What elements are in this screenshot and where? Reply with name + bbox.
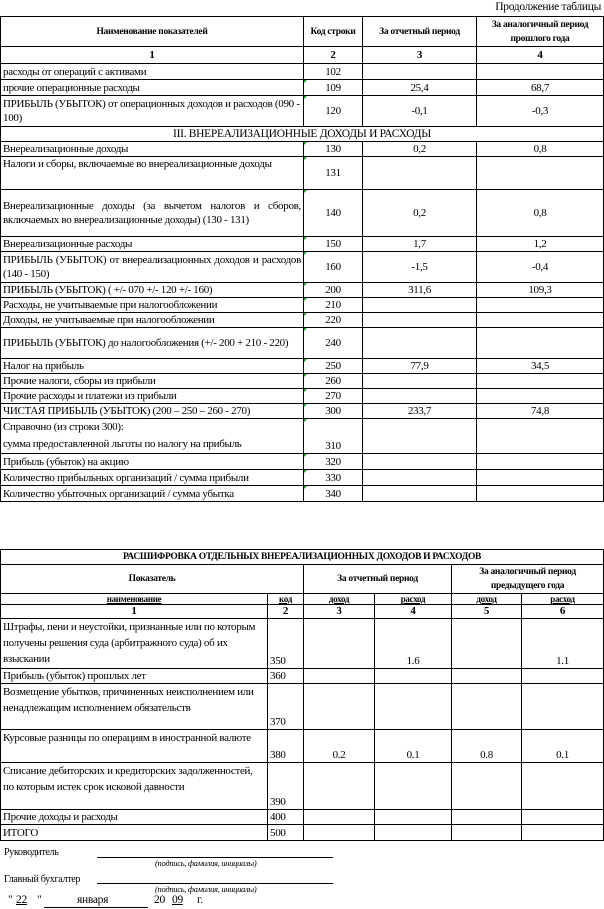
table-row xyxy=(1,298,604,313)
row-name: ПРИБЫЛЬ (УБЫТОК) до налогообложения (+/- 200 + 210 - 220) xyxy=(1,328,304,359)
row-current xyxy=(363,64,477,80)
row-cur-expense xyxy=(375,684,452,730)
date-month: января xyxy=(77,894,109,906)
row-current: 77,9 xyxy=(363,359,477,374)
row-current: -0,1 xyxy=(363,96,477,127)
row-name: Налоги и сборы, включаемые во внереализационные доходы xyxy=(1,157,304,190)
row-current: 233,7 xyxy=(363,404,477,419)
row-name: Курсовые разницы по операциям в иностранной валюте xyxy=(1,730,268,763)
row-name: Внереализационные доходы xyxy=(1,142,304,157)
col-num-5: 5 xyxy=(452,605,522,619)
row-previous xyxy=(477,486,604,502)
row-code: 370 xyxy=(268,684,304,730)
income-statement-table xyxy=(0,16,604,502)
table-row xyxy=(1,810,604,825)
header-indicator: Показатель xyxy=(1,565,304,594)
accountant-signature-hint: (подпись, фамилия, инициалы) xyxy=(155,884,257,894)
row-name: ПРИБЫЛЬ (УБЫТОК) от внереализационных доходов и расходов (140 - 150) xyxy=(1,252,304,283)
row-code: 270 xyxy=(304,389,363,404)
row-prev-income xyxy=(452,684,522,730)
row-prev-expense xyxy=(522,810,604,825)
row-name: Внереализационные расходы xyxy=(1,237,304,252)
row-name: ПРИБЫЛЬ (УБЫТОК) ( +/- 070 +/- 120 +/- 160) xyxy=(1,283,304,298)
row-previous: -0,3 xyxy=(477,96,604,127)
table-row xyxy=(1,157,604,190)
row-name: Штрафы, пени и неустойки, признанные или по которым получены решения суда (арбитражного суда) об их взыскании xyxy=(1,619,268,669)
row-code: 210 xyxy=(304,298,363,313)
row-name: Прочие налоги, сборы из прибыли xyxy=(1,374,304,389)
table-row xyxy=(1,252,604,283)
row-cur-income: 0.2 xyxy=(304,730,375,763)
row-current xyxy=(363,328,477,359)
col-num-4: 4 xyxy=(375,605,452,619)
row-current: -1,5 xyxy=(363,252,477,283)
row-previous: 109,3 xyxy=(477,283,604,298)
row-code: 240 xyxy=(304,328,363,359)
col-num-2: 2 xyxy=(304,47,363,64)
row-prev-income xyxy=(452,810,522,825)
row-code: 330 xyxy=(304,470,363,486)
row-code: 380 xyxy=(268,730,304,763)
row-name xyxy=(1,419,304,454)
row-previous: 68,7 xyxy=(477,80,604,96)
row-name: прочие операционные расходы xyxy=(1,80,304,96)
col-num-2: 2 xyxy=(268,605,304,619)
header-current: За отчетный период xyxy=(363,17,477,47)
row-code: 102 xyxy=(304,64,363,80)
row-name: Списание дебиторских и кредиторских задолженностей, по которым истек срок исковой давности xyxy=(1,763,268,810)
head-signature-hint: (подпись, фамилия, инициалы) xyxy=(155,858,257,868)
row-name: Прочие расходы и платежи из прибыли xyxy=(1,389,304,404)
row-code: 390 xyxy=(268,763,304,810)
col-num-3: 3 xyxy=(363,47,477,64)
row-code: 320 xyxy=(304,454,363,470)
continuation-label: Продолжение таблицы xyxy=(495,1,601,13)
row-current: 311,6 xyxy=(363,283,477,298)
head-label: Руководитель xyxy=(4,847,59,858)
row-name: Прибыль (убыток) прошлых лет xyxy=(1,669,268,684)
row-previous: 74,8 xyxy=(477,404,604,419)
table-row xyxy=(1,359,604,374)
row-cur-expense xyxy=(375,763,452,810)
row-code: 400 xyxy=(268,810,304,825)
row-current xyxy=(363,486,477,502)
row-current: 1,7 xyxy=(363,237,477,252)
col-num-4: 4 xyxy=(477,47,604,64)
row-name: Количество прибыльных организаций / сумма прибыли xyxy=(1,470,304,486)
row-current xyxy=(363,298,477,313)
row-name: Количество убыточных организаций / сумма убытка xyxy=(1,486,304,502)
row-previous xyxy=(477,64,604,80)
row-prev-expense xyxy=(522,825,604,841)
date-year-abbr: г. xyxy=(197,894,203,906)
row-prev-expense: 1.1 xyxy=(522,619,604,669)
row-code: 220 xyxy=(304,313,363,328)
table-row xyxy=(1,470,604,486)
row-previous: 0,8 xyxy=(477,142,604,157)
col-num-1: 1 xyxy=(1,605,268,619)
table-row xyxy=(1,454,604,470)
table-row xyxy=(1,64,604,80)
table-row xyxy=(1,669,604,684)
row-prev-expense xyxy=(522,763,604,810)
table-row xyxy=(1,96,604,127)
row-previous xyxy=(477,313,604,328)
row-cur-expense: 1.6 xyxy=(375,619,452,669)
table-row xyxy=(1,730,604,763)
row-prev-expense xyxy=(522,669,604,684)
row-prev-expense: 0.1 xyxy=(522,730,604,763)
row-current xyxy=(363,313,477,328)
subheader-prev-expense: расход xyxy=(522,594,604,605)
breakdown-title: РАСШИФРОВКА ОТДЕЛЬНЫХ ВНЕРЕАЛИЗАЦИОННЫХ ДОХОДОВ И РАСХОДОВ xyxy=(1,550,604,565)
row-previous xyxy=(477,470,604,486)
row-name: ЧИСТАЯ ПРИБЫЛЬ (УБЫТОК) (200 – 250 – 260 - 270) xyxy=(1,404,304,419)
row-code: 140 xyxy=(304,190,363,237)
breakdown-table xyxy=(0,549,604,841)
row-cur-expense xyxy=(375,669,452,684)
table-row xyxy=(1,313,604,328)
row-name: ИТОГО xyxy=(1,825,268,841)
accountant-label: Главный бухгалтер xyxy=(4,874,81,885)
row-previous: -0,4 xyxy=(477,252,604,283)
row-code: 250 xyxy=(304,359,363,374)
row-code: 300 xyxy=(304,404,363,419)
row-code: 109 xyxy=(304,80,363,96)
table-row xyxy=(1,486,604,502)
subheader-cur-expense: расход xyxy=(375,594,452,605)
row-code: 150 xyxy=(304,237,363,252)
table-row xyxy=(1,419,604,454)
month-underline xyxy=(44,907,148,908)
table-row xyxy=(1,619,604,669)
row-prev-income xyxy=(452,825,522,841)
row-name: расходы от операций с активами xyxy=(1,64,304,80)
row-previous xyxy=(477,298,604,313)
col-num-3: 3 xyxy=(304,605,375,619)
row-name: Внереализационные доходы (за вычетом налогов и сборов, включаемых во внереализационные доходы) (130 - 131) xyxy=(1,190,304,237)
header-code: Код строки xyxy=(304,17,363,47)
table-row xyxy=(1,825,604,841)
row-cur-income xyxy=(304,684,375,730)
row-previous xyxy=(477,454,604,470)
table-row xyxy=(1,283,604,298)
subheader-cur-income: доход xyxy=(304,594,375,605)
date-quote-open: " xyxy=(8,894,13,906)
row-cur-expense xyxy=(375,825,452,841)
row-name: ПРИБЫЛЬ (УБЫТОК) от операционных доходов и расходов (090 - 100) xyxy=(1,96,304,127)
row-previous xyxy=(477,157,604,190)
row-current: 25,4 xyxy=(363,80,477,96)
row-prev-income xyxy=(452,669,522,684)
row-cur-income xyxy=(304,619,375,669)
header-current-period: За отчетный период xyxy=(304,565,452,594)
row-code: 131 xyxy=(304,157,363,190)
row-name: Доходы, не учитываемые при налогообложении xyxy=(1,313,304,328)
section-title: III. ВНЕРЕАЛИЗАЦИОННЫЕ ДОХОДЫ И РАСХОДЫ xyxy=(1,127,604,142)
row-code: 200 xyxy=(304,283,363,298)
date-quote-close: " xyxy=(37,894,42,906)
col-num-1: 1 xyxy=(1,47,304,64)
row-cur-income xyxy=(304,669,375,684)
row-name-line2: сумма предоставленной льготы по налогу на прибыль xyxy=(3,438,242,450)
row-name: Прочие доходы и расходы xyxy=(1,810,268,825)
row-prev-expense xyxy=(522,684,604,730)
row-code: 350 xyxy=(268,619,304,669)
col-num-6: 6 xyxy=(522,605,604,619)
row-current xyxy=(363,419,477,454)
row-previous xyxy=(477,374,604,389)
subheader-prev-income: доход xyxy=(452,594,522,605)
row-code: 260 xyxy=(304,374,363,389)
row-previous: 34,5 xyxy=(477,359,604,374)
table-row xyxy=(1,328,604,359)
row-code: 160 xyxy=(304,252,363,283)
table-row xyxy=(1,80,604,96)
date-year-suffix: 09 xyxy=(172,894,183,906)
table-row xyxy=(1,404,604,419)
row-prev-income xyxy=(452,763,522,810)
row-cur-income xyxy=(304,763,375,810)
header-name: Наименование показателей xyxy=(1,17,304,47)
row-current: 0,2 xyxy=(363,190,477,237)
table-row xyxy=(1,142,604,157)
header-previous: За аналогичный период прошлого года xyxy=(477,17,604,47)
row-prev-income xyxy=(452,619,522,669)
date-day: 22 xyxy=(16,894,27,906)
row-name: Расходы, не учитываемые при налогообложении xyxy=(1,298,304,313)
row-code: 500 xyxy=(268,825,304,841)
table-row xyxy=(1,684,604,730)
row-current xyxy=(363,470,477,486)
row-code: 360 xyxy=(268,669,304,684)
table-row xyxy=(1,763,604,810)
row-current: 0,2 xyxy=(363,142,477,157)
row-current xyxy=(363,374,477,389)
row-cur-expense xyxy=(375,810,452,825)
row-name-line1: Справочно (из строки 300): xyxy=(3,421,124,433)
header-previous-period: За аналогичный период предыдущего года xyxy=(452,565,604,594)
row-code: 130 xyxy=(304,142,363,157)
table-row xyxy=(1,374,604,389)
subheader-code: код xyxy=(268,594,304,605)
row-previous xyxy=(477,328,604,359)
row-cur-income xyxy=(304,825,375,841)
table-row xyxy=(1,237,604,252)
row-previous: 0,8 xyxy=(477,190,604,237)
row-current xyxy=(363,454,477,470)
row-cur-income xyxy=(304,810,375,825)
row-cur-expense: 0.1 xyxy=(375,730,452,763)
row-code: 340 xyxy=(304,486,363,502)
table-row xyxy=(1,389,604,404)
subheader-name: наименование xyxy=(1,594,268,605)
date-year-prefix: 20 xyxy=(154,894,165,906)
row-current xyxy=(363,389,477,404)
row-code: 310 xyxy=(304,419,363,454)
row-name: Прибыль (убыток) на акцию xyxy=(1,454,304,470)
table-row xyxy=(1,190,604,237)
row-prev-income: 0.8 xyxy=(452,730,522,763)
row-code: 120 xyxy=(304,96,363,127)
row-previous xyxy=(477,419,604,454)
row-current xyxy=(363,157,477,190)
row-name: Возмещение убытков, причиненных неисполнением или ненадлежащим исполнением обязательств xyxy=(1,684,268,730)
row-previous xyxy=(477,389,604,404)
row-name: Налог на прибыль xyxy=(1,359,304,374)
row-previous: 1,2 xyxy=(477,237,604,252)
